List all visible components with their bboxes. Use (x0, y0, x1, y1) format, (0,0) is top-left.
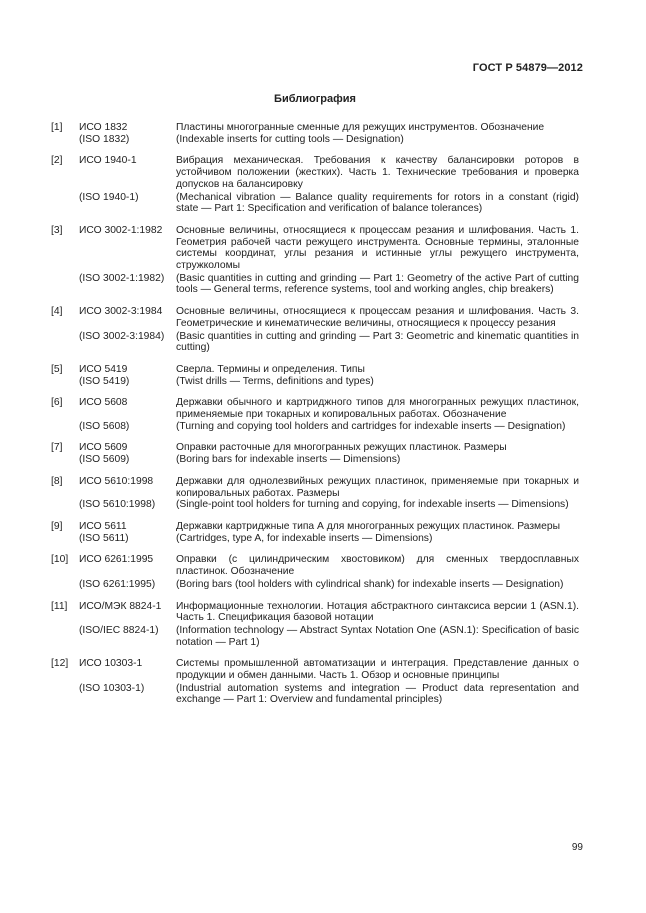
reference-title: Вибрация механическая. Требования к качеству балансировки роторов в устойчивом положении (жестких). Часть 1. Технические требования и проверка допусков на балансировку (176, 155, 579, 190)
reference-entry (51, 658, 579, 706)
page-title: Библиография (274, 93, 356, 105)
reference-entry (51, 476, 579, 511)
reference-entry (51, 601, 579, 649)
reference-title-en: (Turning and copying tool holders and cartridges for indexable inserts — Designation) (176, 420, 566, 432)
standard-id: ИСО 5419 (79, 363, 128, 375)
reference-entry (51, 122, 579, 145)
reference-title-en: (Boring bars (tool holders with cylindrical shank) for indexable inserts — Designation) (176, 578, 564, 590)
reference-title: Оправки (с цилиндрическим хвостовиком) для сменных твердосплавных пластинок. Обозначение (176, 554, 579, 578)
standard-id-iso: (ISO 6261:1995) (79, 578, 156, 590)
reference-title: Основные величины, относящиеся к процессам резания и шлифования. Часть 1. Геометрия рабочей части режущего инструмента. Основные термины, эталонные системы координат, углы резания и истинные углы режущего инструмента, стружколомы (176, 224, 579, 272)
standard-id-iso: (ISO 1832) (79, 133, 130, 145)
standard-id-iso: (ISO 1940-1) (79, 191, 139, 203)
reference-title: Державки обычного и картриджного типов для многогранных режущих пластинок, применяемые при токарных и копировальных работах. Обозначение (176, 397, 579, 421)
reference-title: Державки картриджные типа А для многогранных режущих пластинок. Размеры (176, 520, 560, 532)
reference-number: [1] (51, 122, 63, 133)
reference-number: [11] (51, 600, 68, 612)
reference-entry (51, 306, 579, 354)
reference-number: [6] (51, 397, 63, 409)
reference-entry (51, 225, 579, 296)
standard-id: ИСО 1940-1 (79, 155, 137, 167)
standard-id-iso: (ISO 5419) (79, 375, 130, 387)
standard-id-iso: (ISO 10303-1) (79, 682, 145, 694)
standard-id-iso: (ISO 5609) (79, 454, 130, 466)
reference-title-en: (Single-point tool holders for turning and copying, for indexable inserts — Dimensions) (176, 499, 569, 511)
reference-title-en: (Boring bars for indexable inserts — Dimensions) (176, 454, 401, 466)
standard-id: ИСО 3002-3:1984 (79, 306, 163, 318)
reference-title: Информационные технологии. Нотация абстрактного синтаксиса версии 1 (ASN.1). Часть 1. Спецификация базовой нотации (176, 600, 579, 624)
standard-code: ГОСТ Р 54879—2012 (472, 62, 583, 74)
standard-id-iso: (ISO/IEC 8824-1) (79, 624, 159, 636)
reference-title-en: (Basic quantities in cutting and grinding — Part 3: Geometric and kinematic quantities in cutting) (176, 330, 579, 354)
reference-number: [8] (51, 475, 63, 487)
reference-entry (51, 521, 579, 544)
reference-number: [2] (51, 155, 63, 167)
standard-id-iso: (ISO 5608) (79, 420, 130, 432)
reference-entry (51, 155, 579, 215)
reference-number: [7] (51, 442, 63, 454)
reference-number: [10] (51, 554, 69, 566)
standard-id: ИСО 1832 (79, 122, 128, 133)
reference-title: Сверла. Термины и определения. Типы (176, 363, 365, 375)
standard-id: ИСО 6261:1995 (79, 554, 154, 566)
standard-id: ИСО 5611 (79, 520, 127, 532)
reference-number: [9] (51, 520, 63, 532)
reference-title-en: (Mechanical vibration — Balance quality requirements for rotors in a constant (rigid) state — Part 1: Specification and verification of balance tolerances) (176, 191, 579, 215)
reference-title-en: (Information technology — Abstract Syntax Notation One (ASN.1): Specification of basic notation — Part 1) (176, 624, 579, 648)
standard-id-iso: (ISO 3002-3:1984) (79, 330, 165, 342)
bibliography-list (51, 122, 579, 716)
reference-number: [5] (51, 363, 63, 375)
standard-id: ИСО 3002-1:1982 (79, 224, 163, 236)
standard-id-iso: (ISO 5611) (79, 532, 129, 544)
reference-title: Системы промышленной автоматизации и интеграция. Представление данных о продукции и обмен данными. Часть 1. Обзор и основные принципы (176, 658, 579, 682)
standard-id-iso: (ISO 5610:1998) (79, 499, 156, 511)
standard-id: ИСО 5610:1998 (79, 475, 154, 487)
reference-title: Основные величины, относящиеся к процессам резания и шлифования. Часть 3. Геометрические и кинематические величины, относящиеся к процессу резания (176, 306, 579, 329)
standard-id: ИСО/МЭК 8824-1 (79, 600, 162, 612)
reference-title: Оправки расточные для многогранных режущих пластинок. Размеры (176, 442, 507, 454)
reference-entry (51, 364, 579, 387)
reference-title-en: (Basic quantities in cutting and grinding — Part 1: Geometry of the active Part of cutting tools — General terms, reference systems, tool and working angles, chip breakers) (176, 272, 579, 296)
reference-number: [12] (51, 658, 69, 670)
reference-title-en: (Indexable inserts for cutting tools — Designation) (176, 133, 404, 145)
page-number: 99 (571, 842, 583, 853)
reference-title: Пластины многогранные сменные для режущих инструментов. Обозначение (176, 122, 545, 133)
reference-title: Державки для однолезвийных режущих пластинок, применяемые при токарных и копировальных работах. Размеры (176, 475, 579, 499)
standard-id: ИСО 10303-1 (79, 658, 143, 670)
reference-title-en: (Industrial automation systems and integration — Product data representation and exchange — Part 1: Overview and fundamental principles) (176, 682, 579, 706)
reference-title-en: (Cartridges, type A, for indexable inserts — Dimensions) (176, 532, 433, 544)
reference-entry (51, 554, 579, 590)
reference-number: [3] (51, 224, 63, 236)
reference-entry (51, 397, 579, 432)
standard-id-iso: (ISO 3002-1:1982) (79, 272, 165, 284)
standard-id: ИСО 5608 (79, 397, 128, 409)
reference-number: [4] (51, 306, 63, 318)
reference-title-en: (Twist drills — Terms, definitions and types) (176, 375, 374, 387)
standard-id: ИСО 5609 (79, 442, 128, 454)
reference-entry (51, 442, 579, 465)
